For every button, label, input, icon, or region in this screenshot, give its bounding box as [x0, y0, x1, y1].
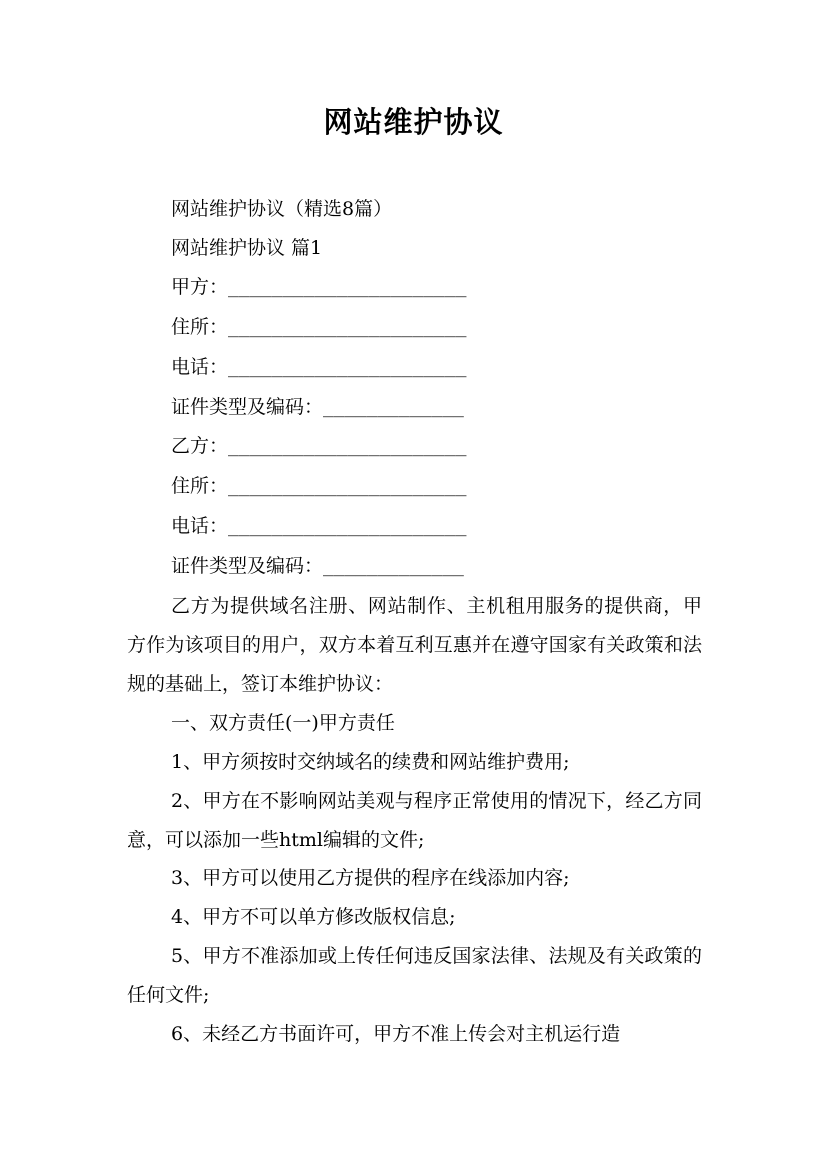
field-label: 住所：: [171, 315, 229, 338]
body-paragraph: 乙方为提供域名注册、网站制作、主机租用服务的提供商，甲方作为该项目的用户，双方本着互利互惠并在遵守国家有关政策和法规的基础上，签订本维护协议：: [127, 595, 702, 695]
clause-item: 1、甲方须按时交纳域名的续费和网站维护费用;: [171, 750, 570, 773]
fill-in-blank: ______________________: [228, 436, 467, 458]
party-a-field: [127, 268, 702, 308]
party-a-id-field: [127, 388, 702, 428]
document-subtitle: 网站维护协议（精选8篇）: [171, 198, 393, 220]
document-body: [127, 190, 702, 1054]
field-label: 电话：: [171, 355, 229, 378]
field-label: 电话：: [171, 515, 229, 538]
field-label: 证件类型及编码：: [171, 395, 324, 418]
clause-item: 3、甲方可以使用乙方提供的程序在线添加内容;: [171, 867, 570, 890]
party-a-address-field: [127, 308, 702, 348]
clause-item: 4、甲方不可以单方修改版权信息;: [171, 906, 456, 929]
fill-in-blank: ______________________: [228, 476, 467, 498]
party-a-phone-field: [127, 348, 702, 388]
fill-in-blank: ______________________: [228, 356, 467, 378]
fill-in-blank: _____________: [323, 396, 464, 418]
section-heading: 一、双方责任(一)甲方责任: [171, 711, 395, 734]
fill-in-blank: _____________: [323, 556, 464, 578]
field-label: 住所：: [171, 475, 229, 498]
clause-item: 5、甲方不准添加或上传任何违反国家法律、法规及有关政策的任何文件;: [127, 945, 702, 1007]
field-label: 乙方：: [171, 435, 229, 458]
party-b-phone-field: [127, 507, 702, 547]
field-label: 证件类型及编码：: [171, 555, 324, 578]
clause-item: 2、甲方在不影响网站美观与程序正常使用的情况下，经乙方同意，可以添加一些html编辑的文件;: [127, 789, 702, 851]
clause-item: 6、未经乙方书面许可，甲方不准上传会对主机运行造: [171, 1023, 621, 1046]
document-title: 网站维护协议: [323, 105, 504, 139]
section-heading: 网站维护协议 篇1: [171, 236, 323, 259]
fill-in-blank: ______________________: [228, 276, 467, 298]
party-b-address-field: [127, 467, 702, 507]
field-label: 甲方：: [171, 275, 229, 298]
fill-in-blank: ______________________: [228, 516, 467, 538]
party-b-id-field: [127, 547, 702, 587]
party-b-field: [127, 427, 702, 467]
fill-in-blank: ______________________: [228, 316, 467, 338]
